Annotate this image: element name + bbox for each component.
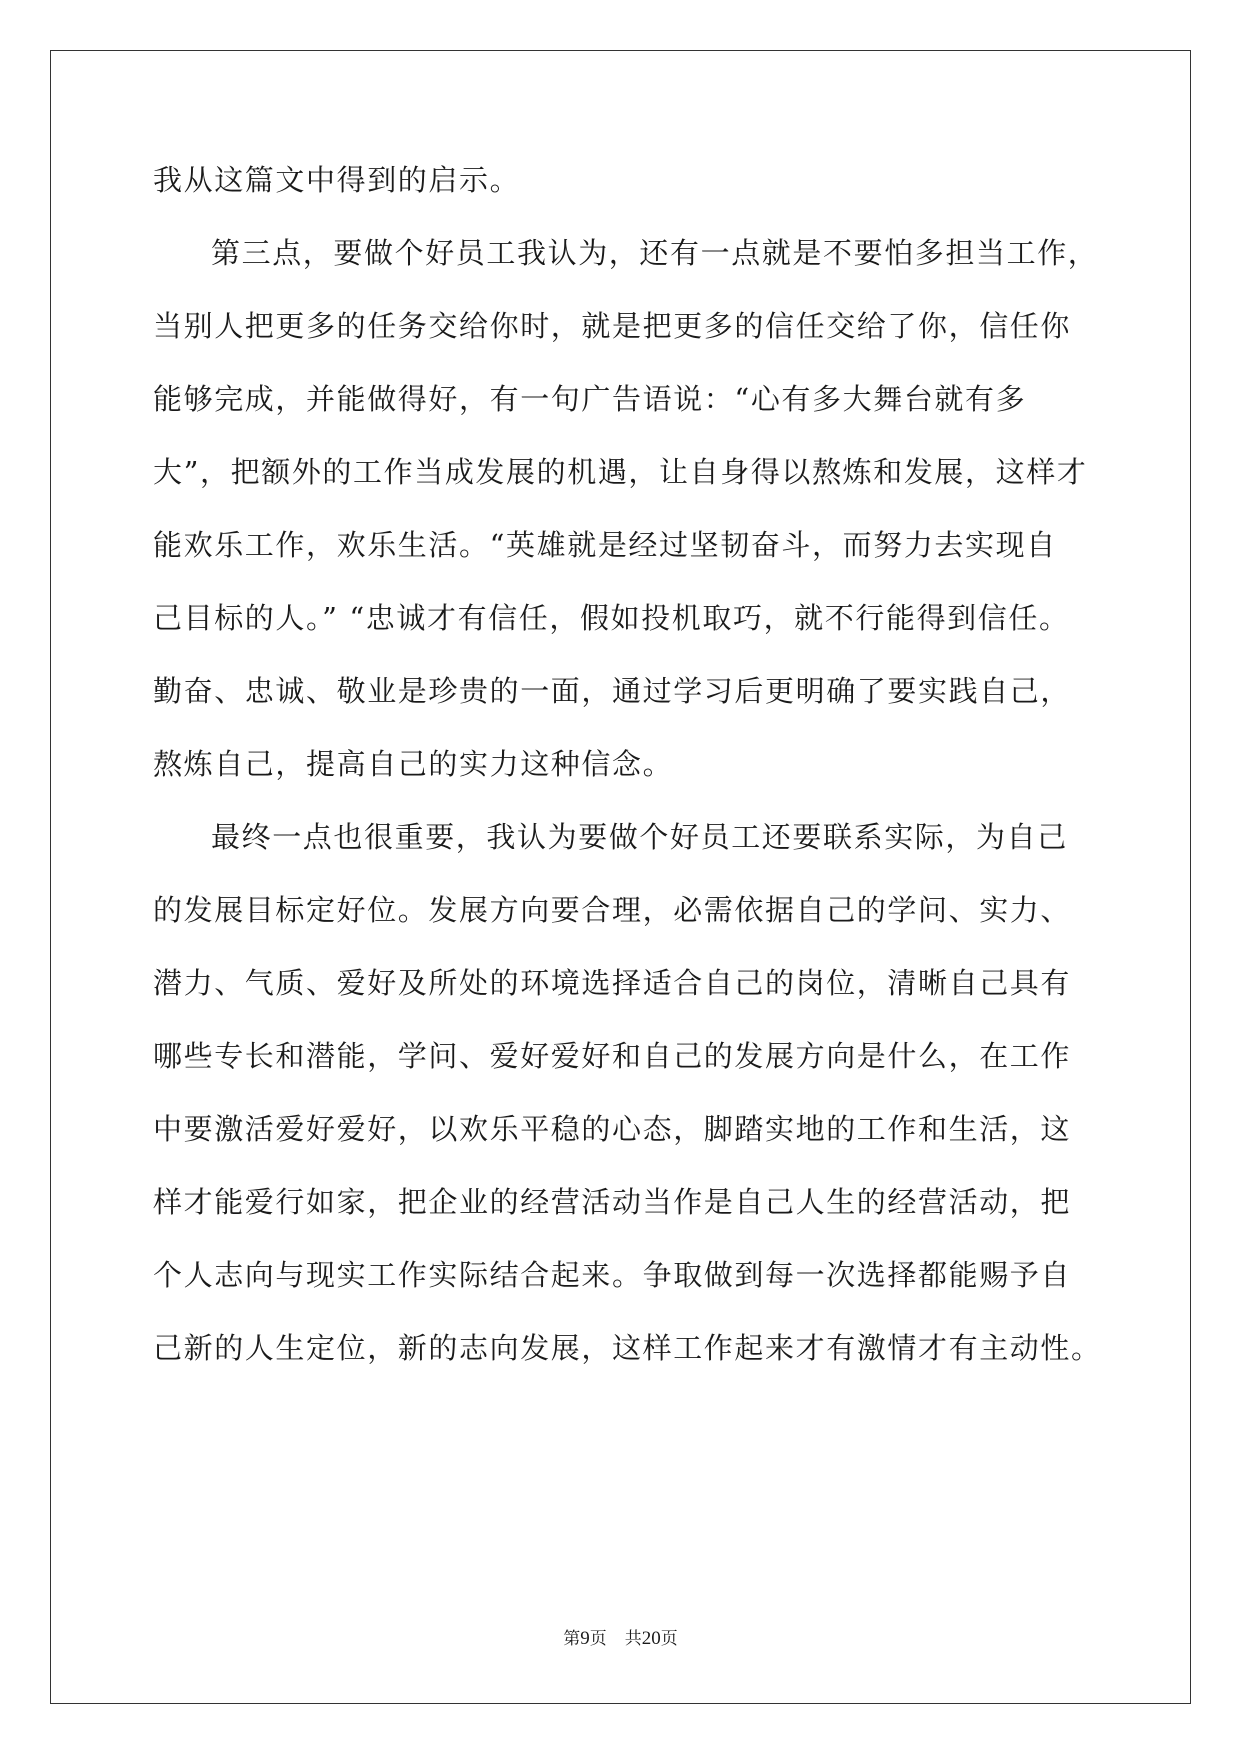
text-line: 己新的人生定位，新的志向发展，这样工作起来才有激情才有主动性。 xyxy=(153,1331,1102,1365)
text-line: 的发展目标定好位。发展方向要合理，必需依据自己的学问、实力、 xyxy=(153,893,1072,927)
text-line: 个人志向与现实工作实际结合起来。争取做到每一次选择都能赐予自 xyxy=(153,1258,1072,1292)
page-border xyxy=(50,50,1191,1704)
total-pages: 20 xyxy=(641,1628,661,1649)
page-suffix: 页 xyxy=(589,1629,607,1649)
total-prefix: 共 xyxy=(624,1629,642,1649)
text-line: 熬炼自己，提高自己的实力这种信念。 xyxy=(153,747,674,781)
paragraph-start-line: 最终一点也很重要，我认为要做个好员工还要联系实际，为自己 xyxy=(211,820,1068,854)
text-line: 能欢乐工作，欢乐生活。“英雄就是经过坚韧奋斗，而努力去实现自 xyxy=(153,528,1057,562)
page-footer xyxy=(0,1629,1241,1649)
text-line: 己目标的人。” “忠诚才有信任，假如投机取巧，就不行能得到信任。 xyxy=(153,601,1070,635)
text-line: 中要激活爱好爱好，以欢乐平稳的心态，脚踏实地的工作和生活，这 xyxy=(153,1112,1072,1146)
page-prefix: 第 xyxy=(563,1629,581,1649)
text-line: 勤奋、忠诚、敬业是珍贵的一面，通过学习后更明确了要实践自己， xyxy=(153,674,1072,708)
text-line: 能够完成，并能做得好，有一句广告语说：“心有多大舞台就有多 xyxy=(153,382,1027,416)
total-suffix: 页 xyxy=(660,1629,678,1649)
text-line: 潜力、气质、爱好及所处的环境选择适合自己的岗位，清晰自己具有 xyxy=(153,966,1072,1000)
text-line: 样才能爱行如家，把企业的经营活动当作是自己人生的经营活动，把 xyxy=(153,1185,1072,1219)
page-number: 9 xyxy=(580,1628,590,1649)
text-line: 我从这篇文中得到的启示。 xyxy=(153,163,521,197)
paragraph-start-line: 第三点，要做个好员工我认为，还有一点就是不要怕多担当工作， xyxy=(211,236,1099,270)
text-line: 哪些专长和潜能，学问、爱好爱好和自己的发展方向是什么，在工作 xyxy=(153,1039,1072,1073)
text-line: 大”，把额外的工作当成发展的机遇，让自身得以熬炼和发展，这样才 xyxy=(153,455,1088,489)
text-line: 当别人把更多的任务交给你时，就是把更多的信任交给了你，信任你 xyxy=(153,309,1072,343)
